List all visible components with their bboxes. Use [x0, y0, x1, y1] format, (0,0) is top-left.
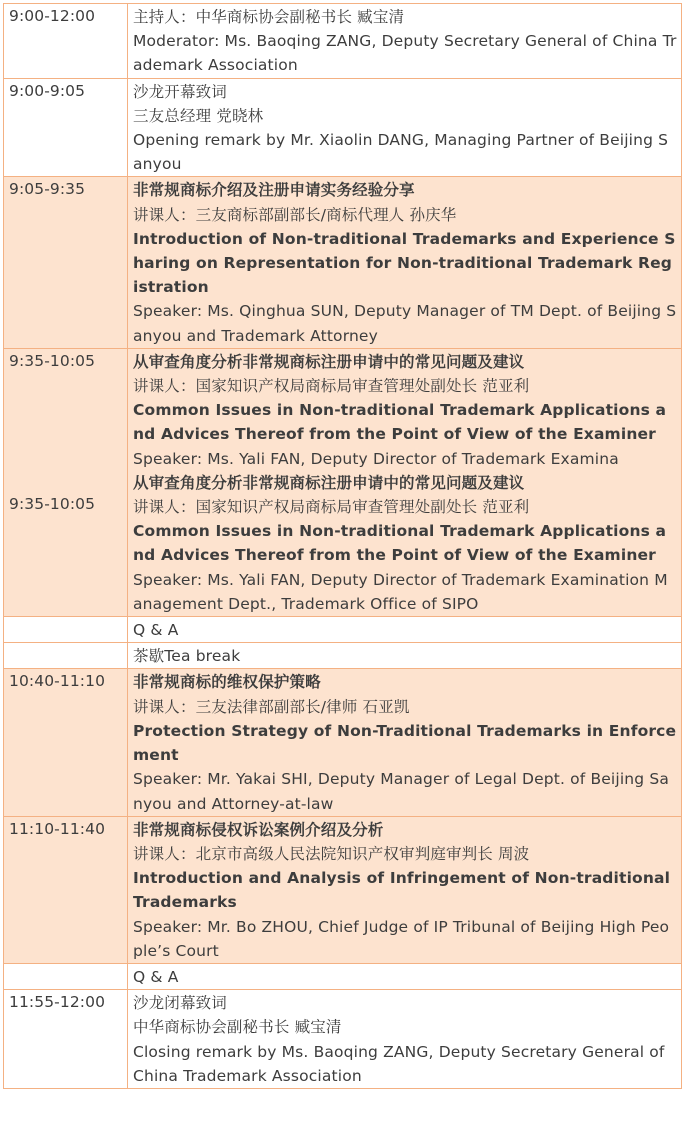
session-speaker-en-repeat: Speaker: Ms. Yali FAN, Deputy Director of Trademark Examination Management Dept., Trademark Office of SIPO: [133, 570, 668, 613]
time-label: 11:10-11:40: [9, 819, 106, 838]
time-label: 9:35-10:05: [9, 351, 96, 370]
content-cell: [128, 177, 682, 348]
session-speaker-en: Speaker: Mr. Yakai SHI, Deputy Manager of Legal Dept. of Beijing Sanyou and Attorney-at-law: [133, 770, 669, 813]
time-cell: [4, 4, 128, 79]
agenda-row-tea-break: [4, 643, 682, 669]
time-label: 11:55-12:00: [9, 993, 106, 1012]
tea-break-label: 茶歇Tea break: [133, 647, 241, 666]
time-cell: [4, 617, 128, 643]
moderator-en: Moderator: Ms. Baoqing ZANG, Deputy Secretary General of China Trademark Association: [133, 32, 677, 75]
content-cell: [128, 348, 682, 616]
time-cell: [4, 669, 128, 816]
time-label-repeat: 9:35-10:05: [9, 494, 96, 513]
session-speaker-cn-repeat: 讲课人：国家知识产权局商标局审查管理处副处长 范亚利: [133, 498, 530, 517]
closing-title-cn: 沙龙闭幕致词: [133, 994, 227, 1013]
moderator-cn: 主持人：中华商标协会副秘书长 臧宝清: [133, 8, 405, 26]
content-cell: [128, 78, 682, 177]
session-title-en: Introduction of Non-traditional Trademarks and Experience Sharing on Representation for Non-traditional Trademark Registration: [133, 229, 676, 297]
session-title-cn: 非常规商标侵权诉讼案例介绍及分析: [133, 820, 384, 839]
agenda-row-moderator: [4, 4, 682, 79]
content-cell: [128, 990, 682, 1089]
agenda-row-session-3: [4, 669, 682, 816]
time-label: 9:05-9:35: [9, 180, 86, 199]
content-cell: [128, 963, 682, 989]
session-speaker-en: Speaker: Mr. Bo ZHOU, Chief Judge of IP Tribunal of Beijing High People’s Court: [133, 917, 670, 960]
time-cell: [4, 177, 128, 348]
time-cell: [4, 816, 128, 963]
session-speaker-en: Speaker: Ms. Qinghua SUN, Deputy Manager of TM Dept. of Beijing Sanyou and Trademark Attorney: [133, 302, 677, 345]
session-speaker-en-truncated: Speaker: Ms. Yali FAN, Deputy Director of Trademark Examina: [133, 449, 619, 468]
session-title-en: Introduction and Analysis of Infringement of Non-traditional Trademarks: [133, 869, 671, 912]
session-speaker-cn: 讲课人：国家知识产权局商标局审查管理处副处长 范亚利: [133, 377, 530, 396]
session-title-en: Common Issues in Non-traditional Trademark Applications and Advices Thereof from the Point of View of the Examiner: [133, 401, 667, 444]
agenda-row-session-1: [4, 177, 682, 348]
session-speaker-cn: 讲课人：三友法律部副部长/律师 石亚凯: [133, 697, 410, 716]
opening-remark-en: Opening remark by Mr. Xiaolin DANG, Managing Partner of Beijing Sanyou: [133, 131, 669, 174]
agenda-row-closing: [4, 990, 682, 1089]
time-cell: [4, 643, 128, 669]
session-title-cn: 从审查角度分析非常规商标注册申请中的常见问题及建议: [133, 352, 525, 371]
session-speaker-cn: 讲课人：北京市高级人民法院知识产权审判庭审判长 周波: [133, 844, 530, 863]
content-cell: [128, 4, 682, 79]
content-cell: [128, 816, 682, 963]
time-cell: [4, 990, 128, 1089]
session-title-en-repeat: Common Issues in Non-traditional Trademark Applications and Advices Thereof from the Point of View of the Examiner: [133, 522, 667, 565]
time-cell: [4, 78, 128, 177]
agenda-row-qa: [4, 617, 682, 643]
agenda-row-opening: [4, 78, 682, 177]
agenda-row-qa-2: [4, 963, 682, 989]
closing-speaker-cn: 中华商标协会副秘书长 臧宝清: [133, 1018, 342, 1037]
time-label: 10:40-11:10: [9, 672, 106, 691]
agenda-table: [3, 3, 682, 1089]
agenda-row-session-2: [4, 348, 682, 616]
time-label: 9:00-9:05: [9, 81, 86, 100]
session-title-en: Protection Strategy of Non-Traditional Trademarks in Enforcement: [133, 721, 677, 765]
session-title-cn: 非常规商标的维权保护策略: [133, 673, 321, 692]
closing-remark-en: Closing remark by Ms. Baoqing ZANG, Deputy Secretary General of China Trademark Association: [133, 1042, 665, 1085]
opening-speaker-cn: 三友总经理 党晓林: [133, 106, 264, 125]
content-cell: [128, 617, 682, 643]
time-label: 9:00-12:00: [9, 7, 96, 25]
qa-label: Q & A: [133, 621, 179, 640]
session-title-cn: 非常规商标介绍及注册申请实务经验分享: [133, 181, 415, 200]
session-speaker-cn: 讲课人：三友商标部副部长/商标代理人 孙庆华: [133, 205, 457, 224]
content-cell: [128, 643, 682, 669]
opening-title-cn: 沙龙开幕致词: [133, 82, 227, 101]
agenda-row-session-4: [4, 816, 682, 963]
session-title-cn-repeat: 从审查角度分析非常规商标注册申请中的常见问题及建议: [133, 473, 525, 492]
time-cell: [4, 963, 128, 989]
content-cell: [128, 669, 682, 816]
qa-label: Q & A: [133, 967, 179, 986]
time-cell: [4, 348, 128, 616]
